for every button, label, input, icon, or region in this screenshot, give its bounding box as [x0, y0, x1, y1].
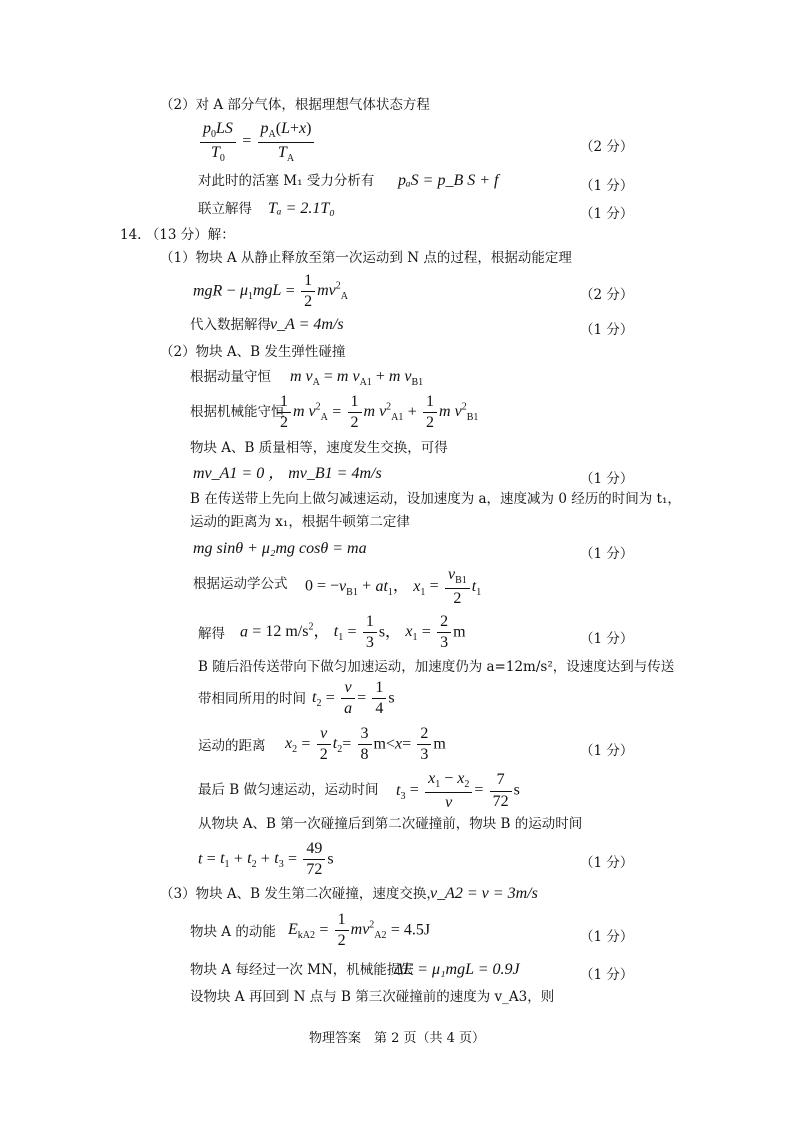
accel-line2: 带相同所用的时间 [198, 691, 306, 707]
solve2-text: 解得 [198, 626, 225, 642]
q14-part3-equation: v_A2 = v = 3m/s [430, 885, 538, 902]
page-footer: 物理答案 第 2 页（共 4 页） [308, 1031, 486, 1046]
uniform-text: 最后 B 做匀速运动，运动时间 [198, 782, 379, 798]
gas-state-equation: $\frac{p_0LS}{T_0}$ = $\frac{p_A(L+x)}{T_A}$ [198, 120, 316, 164]
mech-energy-equation: $\frac{1}{2}$ m $v^2_A$ = $\frac{1}{2}$ m $v^2_{A1}$ + $\frac{1}{2}$ m $v^2_{B1}$ [275, 393, 478, 433]
loss-text: 物块 A 每经过一次 MN，机械能损失 [190, 962, 414, 978]
t3-equation: $t_3$ = $\frac{x_1 - x_2}{v}$ = $\frac{7}{72}$ s [396, 770, 520, 811]
total-text: 从物块 A、B 第一次碰撞后到第二次碰撞前，物块 B 的运动时间 [198, 816, 583, 832]
exchange-equation: mv_A1 = 0 ， mv_B1 = 4m/s [193, 465, 382, 482]
piston-equation: pₐS = p_B S + f [398, 172, 499, 189]
last-line: 设物块 A 再回到 N 点与 B 第三次碰撞前的速度为 v_A3，则 [190, 989, 555, 1005]
score-loss: （1 分） [580, 967, 634, 983]
score-gas-eq: （2 分） [580, 139, 634, 155]
q14-part2-text: （2）物块 A、B 发生弹性碰撞 [160, 344, 346, 360]
part2-intro: （2）对 A 部分气体，根据理想气体状态方程 [160, 97, 430, 113]
q14-header: 14. （13 分）解： [120, 227, 235, 243]
vA-text: 代入数据解得 [190, 317, 271, 333]
piston-text: 对此时的活塞 M₁ 受力分析有 [198, 173, 375, 189]
total-time-equation: $t = t_1 + t_2 + t_3$ = $\frac{49}{72}$ s [198, 840, 334, 879]
score-x2: （1 分） [580, 743, 634, 759]
score-total-time: （1 分） [580, 855, 634, 871]
newton-equation: mg sinθ + μ₂mg cosθ = ma [193, 540, 367, 557]
score-solve: （1 分） [580, 206, 634, 222]
score-energy-theorem: （2 分） [580, 287, 634, 303]
score-newton: （1 分） [580, 546, 634, 562]
score-piston: （1 分） [580, 178, 634, 194]
loss-equation: ΔE = μ₁mgL = 0.9J [394, 961, 520, 978]
accel-line1: B 随后沿传送带向下做匀加速运动，加速度仍为 a=12m/s²，设速度达到与传送 [198, 659, 675, 675]
decel-line2: 运动的距离为 x₁，根据牛顿第二定律 [190, 514, 410, 530]
score-solve2: （1 分） [580, 631, 634, 647]
score-vA: （1 分） [580, 322, 634, 338]
x2-equation: $x_2$ = $\frac{v}{2}$ $t_2=$ $\frac{3}{8}$ m<x= $\frac{2}{3}$ m [285, 725, 446, 764]
decel-line1: B 在传送带上先向上做匀减速运动，设加速度为 a，速度减为 0 经历的时间为 t₁， [190, 491, 681, 507]
solve-text: 联立解得 [198, 201, 252, 217]
energy-theorem-equation: mgR − $\mu_1mgL$ = $\frac{1}{2}$ $mv^2_A$ [193, 272, 348, 311]
q14-part1-text: （1）物块 A 从静止释放至第一次运动到 N 点的过程，根据动能定理 [160, 250, 572, 266]
energy-text: 根据机械能守恒 [190, 404, 285, 420]
ke-text: 物块 A 的动能 [190, 924, 276, 940]
vA-equation: v_A = 4m/s [270, 316, 344, 333]
dist-text: 运动的距离 [198, 738, 266, 754]
kinematics-equation: $0 = -v_{B1} + at_1$， $x_1$ = $\frac{v_{B1}}{2}$ $t_1$ [305, 566, 482, 607]
score-ke: （1 分） [580, 929, 634, 945]
momentum-text: 根据动量守恒 [190, 369, 271, 385]
solve-equation: Tₐ = 2.1T₀ [268, 200, 335, 217]
ke-equation: $E_{kA2}$ = $\frac{1}{2}$ $mv^2_{A2} = 4.5J$ [288, 911, 431, 950]
q14-part3-text: （3）物块 A、B 发生第二次碰撞，速度交换， [160, 886, 440, 902]
kinematics-text: 根据运动学公式 [193, 576, 288, 592]
momentum-equation: m $v_A = m$ $v_{A1} + m$ $v_{B1}$ [290, 368, 424, 389]
t2-equation: $t_2$ = $\frac{v}{a}$ = $\frac{1}{4}$ s [312, 679, 395, 718]
solve2-equation: a = 12 $m/s^2$， $t_1$ = $\frac{1}{3}$ s， $x_1$ = $\frac{2}{3}$ m [240, 613, 466, 652]
score-exchange: （1 分） [580, 471, 634, 487]
exchange-text: 物块 A、B 质量相等，速度发生交换，可得 [190, 440, 448, 456]
